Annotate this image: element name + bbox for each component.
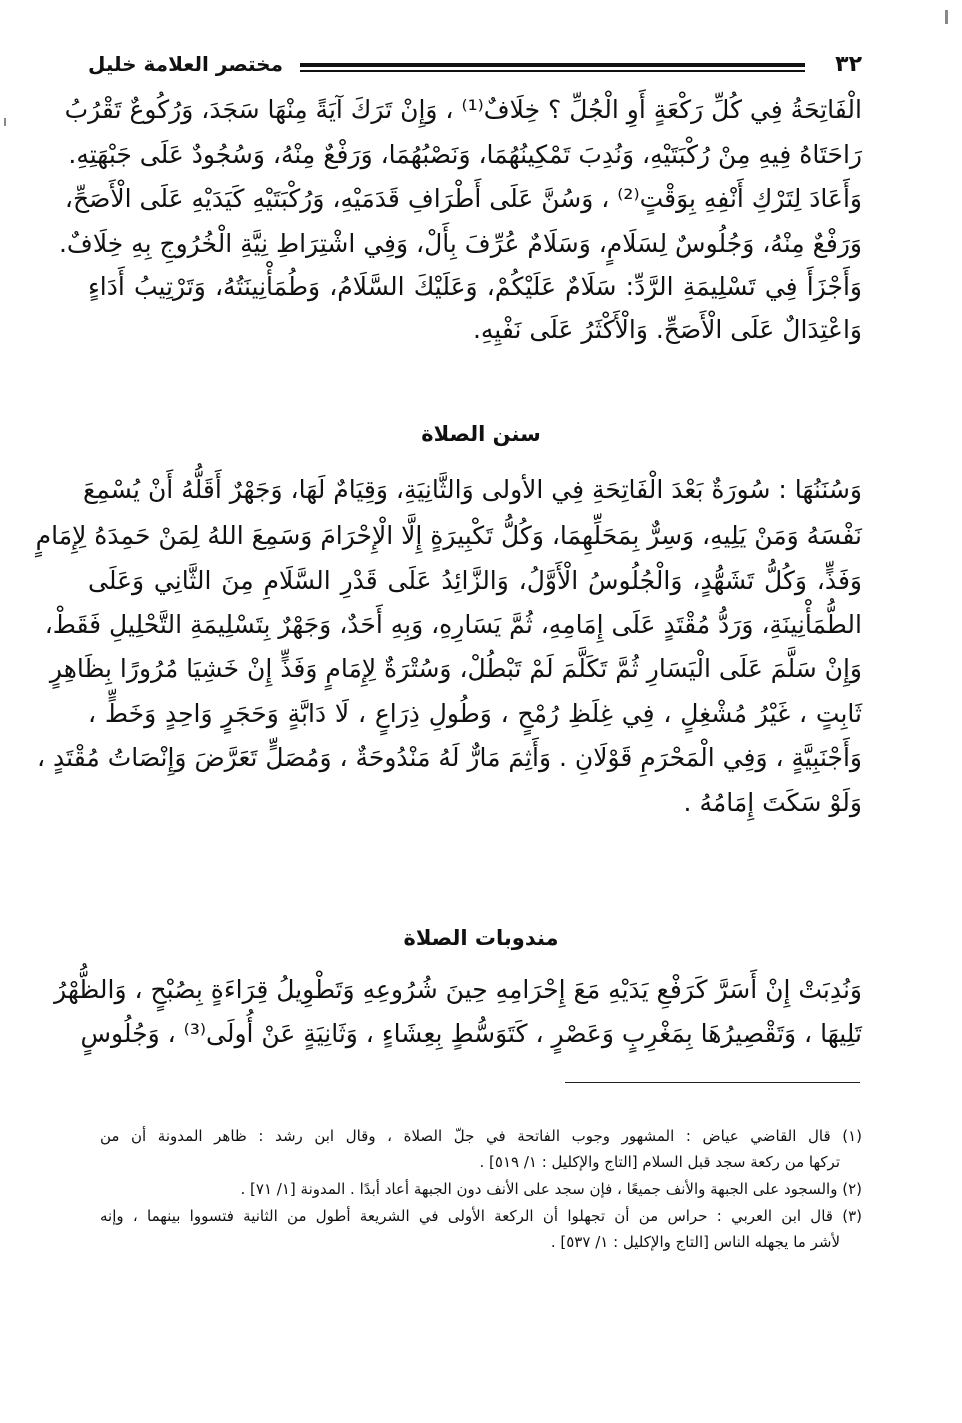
text-line: نَفْسَهُ وَمَنْ يَلِيهِ، وَسِرٌّ بِمَحَلِّهِمَا، وَكُلُّ تَكْبِيرَةٍ إِلَّا الْإِحْرَامَ وَسَمِعَ اللهُ لِمَنْ حَمِدَهُ لِإِمَامٍ (35, 521, 862, 550)
text-line: وَرَفْعٌ مِنْهُ، وَجُلُوسٌ لِسَلَامٍ، وَسَلَامٌ عُرِّفَ بِأَلْ، وَفِي اشْتِرَاطِ نِيَّةِ الْخُرُوجِ بِهِ خِلَافٌ. (58, 229, 862, 258)
text-line: رَاحَتَاهُ فِيهِ مِنْ رُكْبَتَيْهِ، وَنُدِبَ تَمْكِينُهُمَا، وَنَصْبُهُمَا، وَرَفْعٌ مِنْهُ، وَسُجُودٌ عَلَى جَبْهَتِهِ. (68, 140, 862, 169)
text-line: وَفَذٍّ، وَكُلُّ تَشَهُّدٍ، وَالْجُلُوسُ الْأَوَّلُ، وَالزَّائِدُ عَلَى قَدْرِ السَّلَامِ مِنَ الثَّانِي وَعَلَى (88, 566, 862, 595)
text-line: الْفَاتِحَةُ فِي كُلِّ رَكْعَةٍ أَوِ الْجُلِّ ؟ خِلَافٌ⁽¹⁾ ، وَإِنْ تَرَكَ آيَةً مِنْهَا سَجَدَ، وَرُكُوعٌ تَقْرُبُ (64, 95, 862, 124)
footnote: (٢) والسجود على الجبهة والأنف جميعًا ، فإن سجد على الأنف دون الجبهة أعاد أبدًا . المدونة [١/ ٧١] . (240, 1180, 862, 1198)
page-number: ٣٢ (835, 52, 862, 77)
text-line: ثَابِتٍ ، غَيْرُ مُشْغِلٍ ، فِي غِلَظِ رُمْحٍ ، وَطُولِ ذِرَاعٍ ، لَا دَابَّةٍ وَحَجَرٍ وَاحِدٍ وَخَطٍّ ، (88, 699, 862, 728)
text-line: وَأَعَادَ لِتَرْكِ أَنْفِهِ بِوَقْتٍ⁽²⁾ ، وَسُنَّ عَلَى أَطْرَافِ قَدَمَيْهِ، وَرُكْبَتَيْهِ كَيَدَيْهِ عَلَى الْأَصَحِّ، (64, 184, 862, 213)
footnote: (٣) قال ابن العربي : حراس من أن تجهلوا أن الركعة الأولى في الشريعة أطول من الثانية فتسووا بينهما ، وإنه (100, 1207, 862, 1225)
text-line: وَأَجْزَأَ فِي تَسْلِيمَةِ الرَّدِّ: سَلَامٌ عَلَيْكُمْ، وَعَلَيْكَ السَّلَامُ، وَطُمَأْنِينَتُهُ، وَتَرْتِيبُ أَدَاءٍ (88, 272, 862, 301)
scan-edge-mark (945, 10, 948, 24)
text-line: وَاعْتِدَالٌ عَلَى الْأَصَحِّ. وَالْأَكْثَرُ عَلَى نَفْيِهِ. (472, 315, 862, 344)
footnote: (١) قال القاضي عياض : المشهور وجوب الفاتحة في جلّ الصلاة ، وقال ابن رشد : ظاهر المدونة أن من (100, 1127, 862, 1145)
text-line: وَنُدِبَتْ إِنْ أَسَرَّ كَرَفْعِ يَدَيْهِ مَعَ إِحْرَامِهِ حِينَ شُرُوعِهِ وَتَطْوِيلُ قِرَاءَةٍ بِصُبْحٍ ، وَالظُّهْرُ (54, 975, 862, 1004)
text-line: وَإِنْ سَلَّمَ عَلَى الْيَسَارِ ثُمَّ تَكَلَّمَ لَمْ تَبْطُلْ، وَسُتْرَةٌ لِإِمَامٍ وَفَذٍّ إِنْ خَشِيَا مُرُورًا بِظَاهِرٍ (49, 654, 862, 683)
section-heading: مندوبات الصلاة (403, 926, 559, 950)
header-rule (300, 70, 805, 72)
footnote-continuation: تركها من ركعة سجد قبل السلام [التاج والإكليل : ١/ ٥١٩] . (479, 1153, 840, 1171)
section-heading: سنن الصلاة (421, 422, 541, 446)
header-rule (300, 63, 805, 67)
book-title: مختصر العلامة خليل (88, 52, 283, 76)
text-line: وَأَجْنَبِيَّةٍ ، وَفِي الْمَحْرَمِ قَوْلَانِ . وَأَثِمَ مَارٌّ لَهُ مَنْدُوحَةٌ ، وَمُصَلٍّ تَعَرَّضَ وَإِنْصَاتُ مُقْتَدٍ ، (37, 743, 862, 772)
text-line: وَسُنَنُهَا : سُورَةٌ بَعْدَ الْفَاتِحَةِ فِي الأولى وَالثَّانِيَةِ، وَقِيَامٌ لَهَا، وَجَهْرٌ أَقَلُّهُ أَنْ يُسْمِعَ (82, 475, 862, 504)
footnote-continuation: لأشر ما يجهله الناس [التاج والإكليل : ١/ ٥٣٧] . (550, 1233, 840, 1251)
footnote-separator (565, 1082, 860, 1083)
text-line: تَلِيهَا ، وَتَقْصِيرُهَا بِمَغْرِبٍ وَعَصْرٍ ، كَتَوَسُّطٍ بِعِشَاءٍ ، وَثَانِيَةٍ عَنْ أُولَى⁽³⁾ ، وَجُلُوسٍ (80, 1019, 862, 1048)
text-line: الطُّمَأْنِينَةِ، وَرَدُّ مُقْتَدٍ عَلَى إِمَامِهِ، ثُمَّ يَسَارِهِ، وَبِهِ أَحَدٌ، وَجَهْرٌ بِتَسْلِيمَةِ التَّحْلِيلِ فَقَطْ، (44, 610, 862, 639)
text-line: وَلَوْ سَكَتَ إِمَامُهُ . (683, 788, 862, 817)
scan-edge-mark (4, 118, 6, 126)
